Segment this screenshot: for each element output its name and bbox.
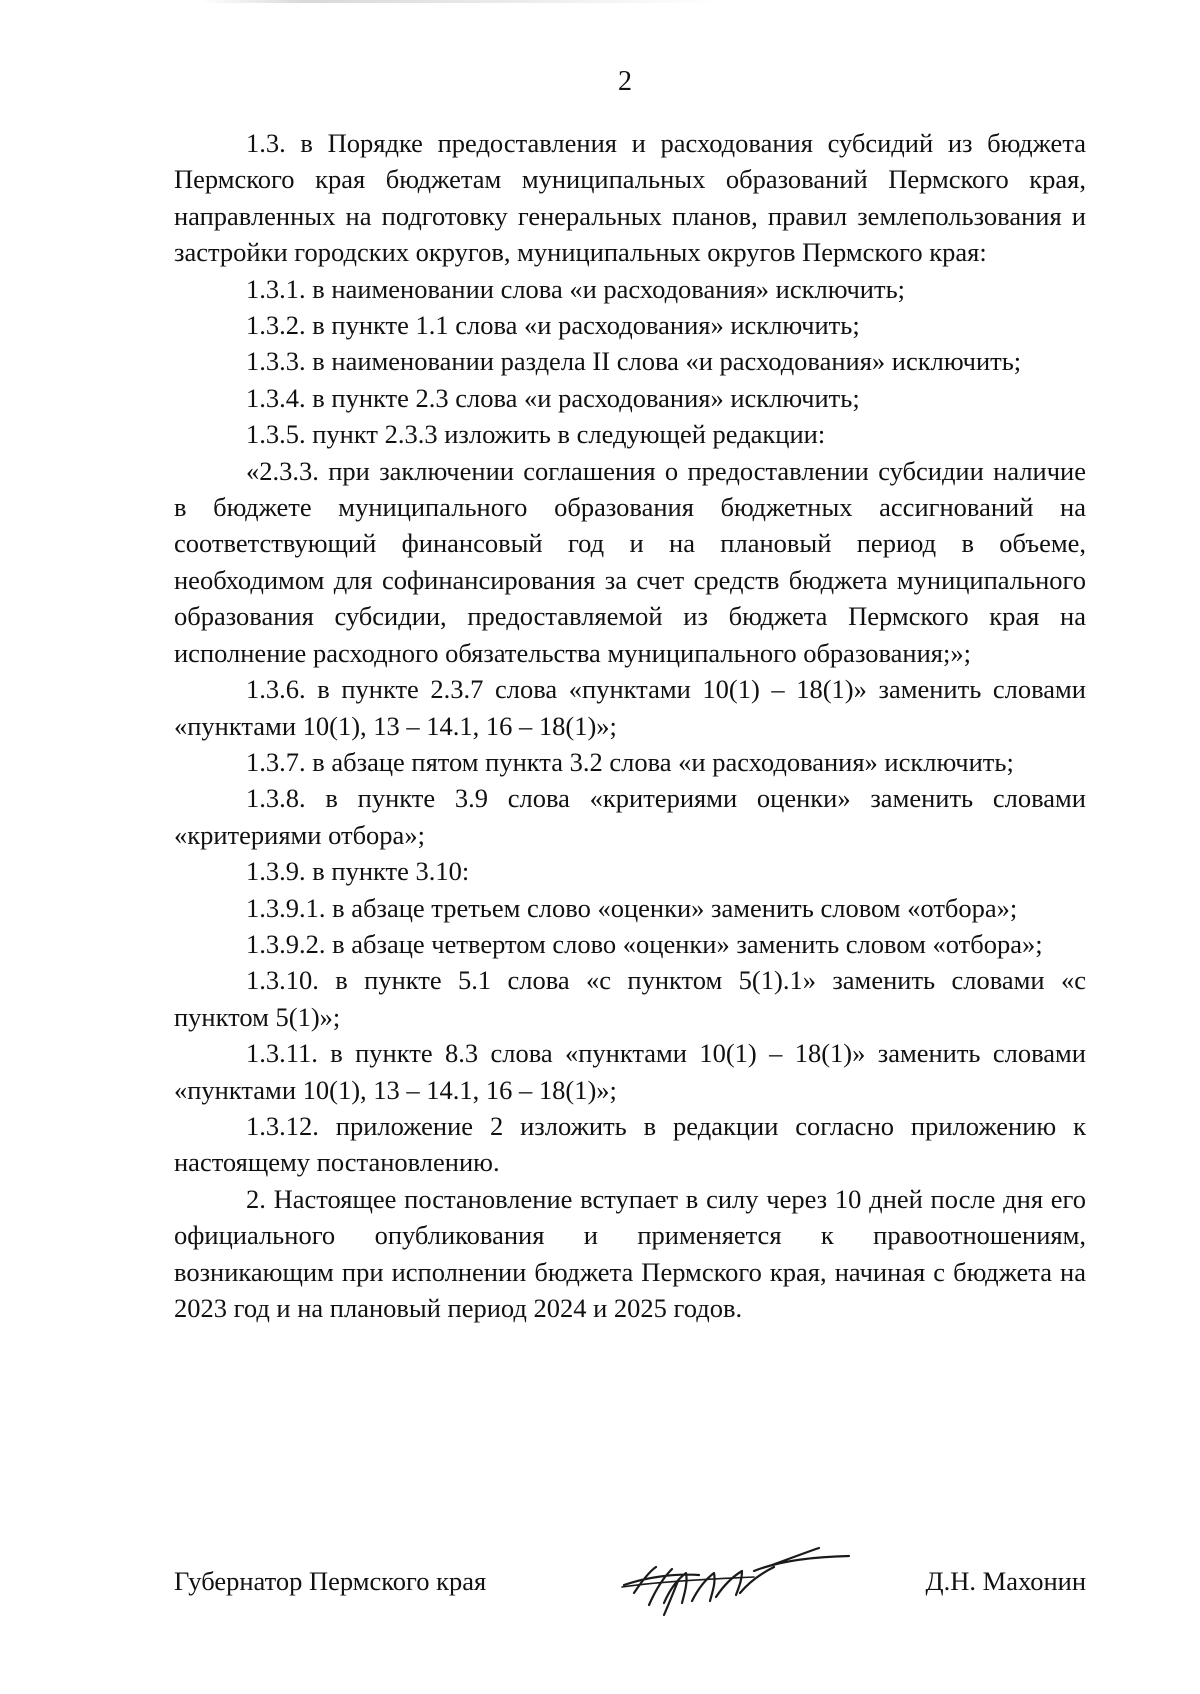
paragraph-1-3-7: 1.3.7. в абзаце пятом пункта 3.2 слова «и расходования» исключить; (246, 746, 1014, 777)
paragraph-1-3-10: 1.3.10. в пункте 5.1 слова «с пунктом 5(1).1» заменить словами «с пунктом 5(1)»; (174, 965, 1086, 1032)
paragraph-1-3-4: 1.3.4. в пункте 2.3 слова «и расходования» исключить; (246, 382, 860, 413)
signature-block (174, 1563, 1086, 1613)
signatory-title: Губернатор Пермского края (174, 1566, 487, 1596)
paragraph-1-3-2: 1.3.2. в пункте 1.1 слова «и расходования» исключить; (246, 310, 860, 341)
paragraph-1-3-12: 1.3.12. приложение 2 изложить в редакции согласно приложению к настоящему постановлению. (174, 1110, 1086, 1178)
paragraph-1-3-6: 1.3.6. в пункте 2.3.7 слова «пунктами 10(1) – 18(1)» заменить словами «пунктами 10(1), 13 – 14.1, 16 – 18(1)»; (174, 674, 1086, 741)
page-number: 2 (618, 66, 632, 97)
paragraph-1-3-5: 1.3.5. пункт 2.3.3 изложить в следующей редакции: (246, 419, 826, 450)
paragraph-1-3-8: 1.3.8. в пункте 3.9 слова «критериями оценки» заменить словами «критериями отбора»; (174, 783, 1086, 850)
signatory-name: Д.Н. Махонин (925, 1566, 1086, 1596)
paragraph-1-3-9-1: 1.3.9.1. в абзаце третьем слово «оценки» заменить словом «отбора»; (246, 892, 1018, 923)
paragraph-1-3: 1.3. в Порядке предоставления и расходования субсидий из бюджета Пермского края бюджетам муниципальных образований Пермского края, направленных на подготовку генеральных планов, правил землепользования и застройки городских округов, муниципальных округов Пермского края: (174, 128, 1086, 268)
paragraph-1-3-3: 1.3.3. в наименовании раздела II слова «и расходования» исключить; (246, 346, 1022, 377)
paragraph-1-3-9: 1.3.9. в пункте 3.10: (246, 856, 470, 887)
paragraph-2: 2. Настоящее постановление вступает в силу через 10 дней после дня его официального опубликования и применяется к правоотношениям, возникающим при исполнении бюджета Пермского края, начиная с бюджета на 2023 год и на плановый период 2024 и 2025 годов. (174, 1183, 1086, 1323)
paragraph-1-3-9-2: 1.3.9.2. в абзаце четвертом слово «оценки» заменить словом «отбора»; (246, 928, 1043, 959)
handwritten-signature (604, 1523, 864, 1623)
paragraph-quote-2-3-3: «2.3.3. при заключении соглашения о предоставлении субсидии наличие в бюджете муниципального образования бюджетных ассигнований на соответствующий финансовый год и на плановый период в объеме, необходимом для софинансирования за счет средств бюджета муниципального образования субсидии, предоставляемой из бюджета Пермского края на исполнение расходного обязательства муниципального образования;»; (174, 455, 1086, 668)
document-body (174, 125, 1086, 1326)
scan-edge-artifact (200, 0, 720, 3)
paragraph-1-3-11: 1.3.11. в пункте 8.3 слова «пунктами 10(1) – 18(1)» заменить словами «пунктами 10(1), 13 – 14.1, 16 – 18(1)»; (174, 1038, 1086, 1105)
paragraph-1-3-1: 1.3.1. в наименовании слова «и расходования» исключить; (246, 273, 906, 304)
